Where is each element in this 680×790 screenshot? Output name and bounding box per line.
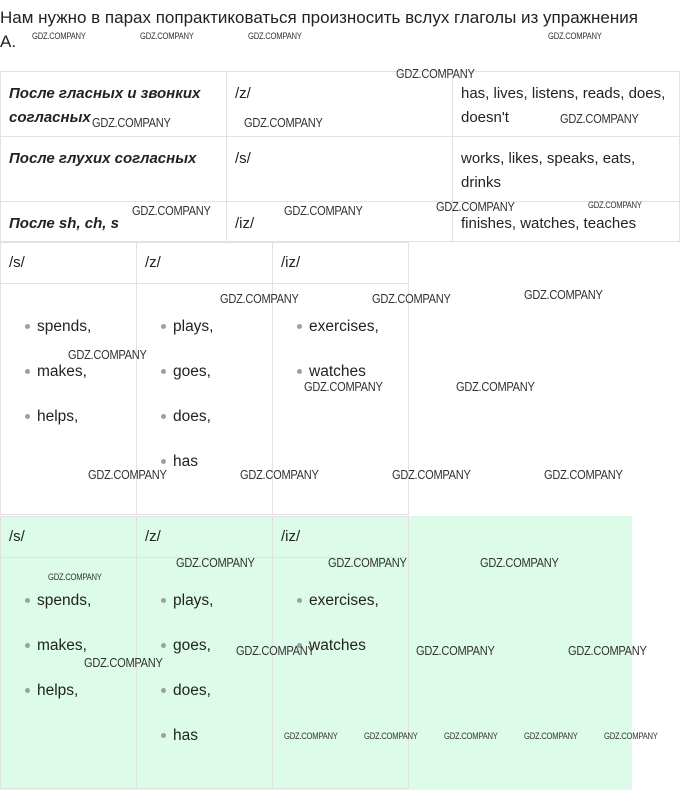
table-header-row bbox=[1, 243, 409, 284]
list-item: watches bbox=[281, 349, 400, 394]
bullet-icon bbox=[25, 324, 30, 329]
watermark: GDZ.COMPANY bbox=[456, 379, 535, 394]
word-column-s bbox=[1, 558, 137, 789]
rule-context: После глухих согласных bbox=[1, 137, 227, 202]
watermark: GDZ.COMPANY bbox=[88, 467, 167, 482]
list-item: makes, bbox=[9, 349, 128, 394]
bullet-icon bbox=[161, 414, 166, 419]
watermark: GDZ.COMPANY bbox=[364, 731, 418, 741]
bullet-icon bbox=[161, 459, 166, 464]
bullet-icon bbox=[161, 369, 166, 374]
column-header: /z/ bbox=[137, 517, 273, 558]
watermark: GDZ.COMPANY bbox=[244, 115, 323, 130]
bullet-icon bbox=[161, 733, 166, 738]
watermark: GDZ.COMPANY bbox=[436, 199, 515, 214]
watermark: GDZ.COMPANY bbox=[392, 467, 471, 482]
table-header-row bbox=[1, 517, 409, 558]
rule-context: После гласных и звонких согласных bbox=[1, 72, 227, 137]
list-item: makes, bbox=[9, 623, 128, 668]
rule-sound: /iz/ bbox=[227, 202, 453, 242]
bullet-icon bbox=[25, 688, 30, 693]
watermark: GDZ.COMPANY bbox=[48, 572, 102, 582]
table-row bbox=[1, 284, 409, 515]
watermark: GDZ.COMPANY bbox=[524, 731, 578, 741]
rule-sound: /z/ bbox=[227, 72, 453, 137]
bullet-icon bbox=[297, 324, 302, 329]
watermark: GDZ.COMPANY bbox=[240, 467, 319, 482]
list-item: spends, bbox=[9, 578, 128, 623]
bullet-icon bbox=[25, 643, 30, 648]
word-column-z bbox=[137, 558, 273, 789]
bullet-icon bbox=[161, 643, 166, 648]
rule-examples: finishes, watches, teaches bbox=[453, 202, 680, 242]
watermark: GDZ.COMPANY bbox=[524, 287, 603, 302]
list-item: goes, bbox=[145, 349, 264, 394]
column-header: /s/ bbox=[1, 243, 137, 284]
bullet-icon bbox=[25, 369, 30, 374]
table-row bbox=[1, 558, 409, 789]
bullet-icon bbox=[297, 369, 302, 374]
watermark: GDZ.COMPANY bbox=[176, 555, 255, 570]
watermark: GDZ.COMPANY bbox=[396, 66, 475, 81]
list-item: has bbox=[145, 713, 264, 758]
watermark: GDZ.COMPANY bbox=[236, 643, 315, 658]
list-item: plays, bbox=[145, 578, 264, 623]
list-item: goes, bbox=[145, 623, 264, 668]
bullet-icon bbox=[25, 414, 30, 419]
column-header: /iz/ bbox=[273, 517, 409, 558]
watermark: GDZ.COMPANY bbox=[568, 643, 647, 658]
watermark: GDZ.COMPANY bbox=[68, 347, 147, 362]
word-column-iz bbox=[273, 558, 409, 789]
column-header: /s/ bbox=[1, 517, 137, 558]
table-row bbox=[1, 137, 680, 202]
column-header: /iz/ bbox=[273, 243, 409, 284]
watermark: GDZ.COMPANY bbox=[92, 115, 171, 130]
watermark: GDZ.COMPANY bbox=[328, 555, 407, 570]
watermark: GDZ.COMPANY bbox=[220, 291, 299, 306]
watermark: GDZ.COMPANY bbox=[480, 555, 559, 570]
bullet-icon bbox=[25, 598, 30, 603]
watermark: GDZ.COMPANY bbox=[132, 203, 211, 218]
list-item: plays, bbox=[145, 304, 264, 349]
rule-context: После sh, ch, s bbox=[1, 202, 227, 242]
rule-examples: has, lives, listens, reads, does, doesn't bbox=[453, 72, 680, 137]
watermark: GDZ.COMPANY bbox=[304, 379, 383, 394]
list-item: exercises, bbox=[281, 304, 400, 349]
watermark: GDZ.COMPANY bbox=[284, 203, 363, 218]
list-item: spends, bbox=[9, 304, 128, 349]
watermark: GDZ.COMPANY bbox=[248, 31, 302, 41]
bullet-icon bbox=[161, 324, 166, 329]
watermark: GDZ.COMPANY bbox=[544, 467, 623, 482]
list-item: exercises, bbox=[281, 578, 400, 623]
bullet-icon bbox=[161, 688, 166, 693]
watermark: GDZ.COMPANY bbox=[284, 731, 338, 741]
column-header: /z/ bbox=[137, 243, 273, 284]
bullet-icon bbox=[297, 598, 302, 603]
list-item: does, bbox=[145, 668, 264, 713]
watermark: GDZ.COMPANY bbox=[32, 31, 86, 41]
list-item: helps, bbox=[9, 394, 128, 439]
list-item: helps, bbox=[9, 668, 128, 713]
watermark: GDZ.COMPANY bbox=[604, 731, 658, 741]
watermark: GDZ.COMPANY bbox=[140, 31, 194, 41]
watermark: GDZ.COMPANY bbox=[548, 31, 602, 41]
watermark: GDZ.COMPANY bbox=[444, 731, 498, 741]
bullet-icon bbox=[161, 598, 166, 603]
list-item: has bbox=[145, 439, 264, 484]
watermark: GDZ.COMPANY bbox=[416, 643, 495, 658]
rule-sound: /s/ bbox=[227, 137, 453, 202]
list-item: does, bbox=[145, 394, 264, 439]
watermark: GDZ.COMPANY bbox=[588, 200, 642, 210]
rule-examples: works, likes, speaks, eats, drinks bbox=[453, 137, 680, 202]
list-item: watches bbox=[281, 623, 400, 668]
exercise-instruction: Нам нужно в парах попрактиковаться произносить вслух глаголы из упражнения A. bbox=[0, 8, 638, 51]
watermark: GDZ.COMPANY bbox=[560, 111, 639, 126]
watermark: GDZ.COMPANY bbox=[84, 655, 163, 670]
watermark: GDZ.COMPANY bbox=[372, 291, 451, 306]
